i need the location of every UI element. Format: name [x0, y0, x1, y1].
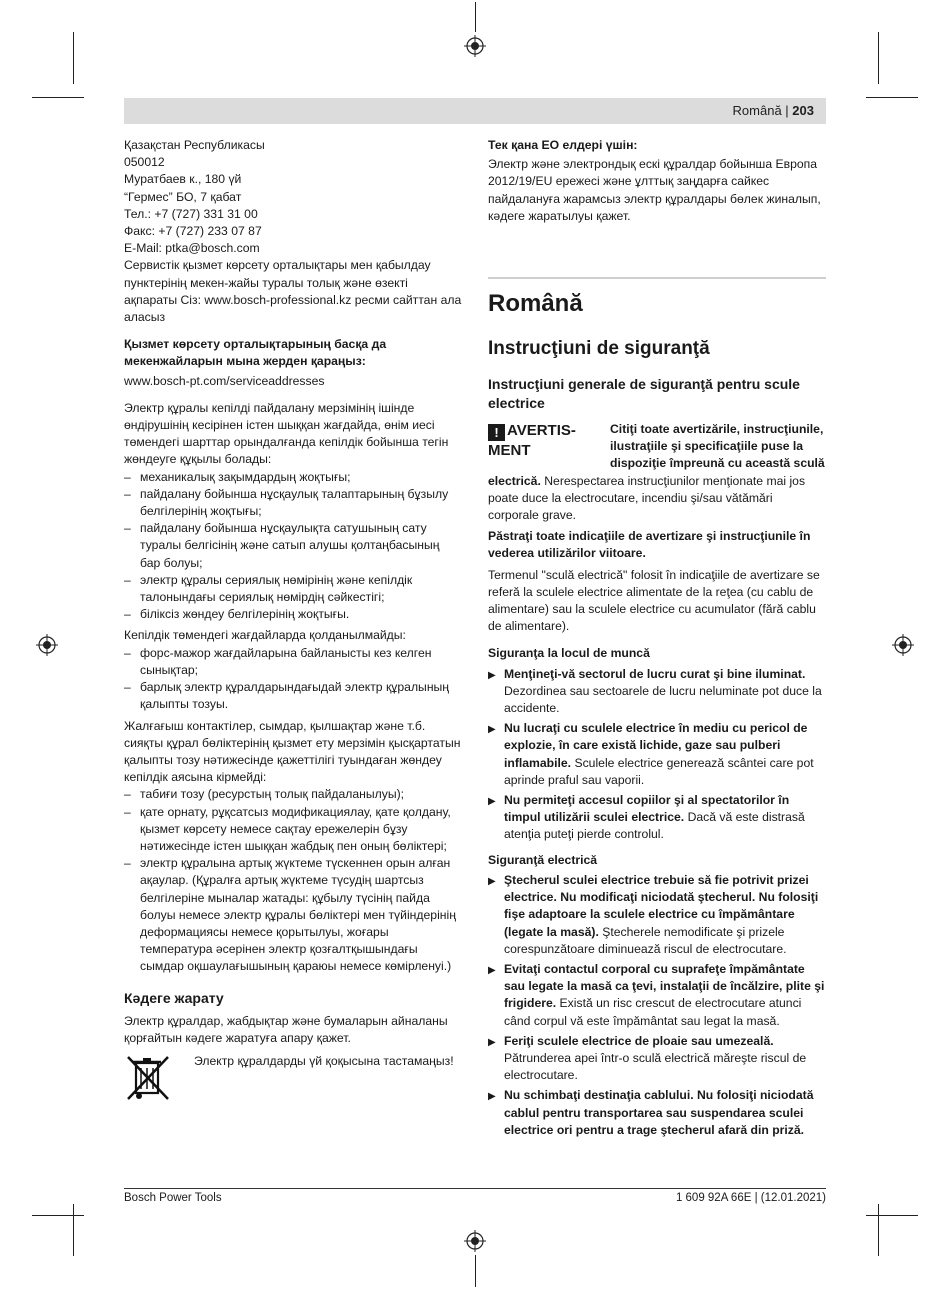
other-addresses-heading: Қызмет көрсету орталықтарының басқа да мекенжайларын мына жерден қараңыз:: [124, 337, 387, 369]
page-header: [124, 98, 826, 124]
list-item: – электр құралы сериялық нөмірінің және кепілдік талонындағы сериялық нөмірдің сәйкестігі;: [124, 572, 462, 606]
wear-list: [124, 786, 462, 975]
list-item: – барлық электр құралдарындағыдай электр құралының қалыпты тозуы.: [124, 679, 462, 713]
disposal-heading: Кәдеге жарату: [124, 989, 224, 1006]
warranty-intro: Электр құралы кепілді пайдалану мерзімінің ішінде өндірушінің кесірінен істен шыққан жағдайда, өнім иесі төмендегі шарттар орындалғанда кепілдік бойынша тегін жөндеуге құқылы болады:: [124, 400, 449, 467]
arrow-icon: ▶: [488, 1036, 496, 1048]
arrow-icon: ▶: [488, 796, 496, 808]
disposal-notice: [124, 1053, 462, 1103]
list-item: ▶ Nu schimbaţi destinaţia cablului. Nu folosiţi niciodată cablul pentru transportarea sau suspendarea sculei electrice ori pentru a trage ştecherul afară din priză.: [488, 1088, 814, 1137]
list-item: – табиғи тозу (ресурстың толық пайдаланылуы);: [124, 786, 462, 803]
crossed-out-wheelie-bin-icon: [124, 1053, 172, 1103]
warning-bold: Citiţi toate avertizările, instrucţiunile, ilustraţiile şi specificaţiile puse la dispoziţie împreună cu această sculă electrică.: [488, 422, 825, 488]
footer-brand: Bosch Power Tools: [124, 1192, 222, 1204]
arrow-icon: ▶: [488, 669, 496, 681]
arrow-icon: ▶: [488, 964, 496, 976]
safety-title: Instrucţiuni de siguranţă: [488, 338, 710, 360]
warning-label-line: MENT: [488, 442, 531, 460]
page-number: 203: [792, 103, 814, 118]
header-language: Română: [732, 103, 782, 118]
workplace-heading: Siguranţa la locul de muncă: [488, 646, 650, 661]
warning-label-line: AVERTIS-: [507, 422, 576, 440]
crop-mark: [32, 97, 84, 98]
crop-mark: [73, 1204, 74, 1256]
other-addresses-url: www.bosch-pt.com/serviceaddresses: [124, 373, 325, 388]
keep-instructions: Păstraţi toate indicaţiile de avertizare şi instrucţiunile în vederea utilizărilor viitoare.: [488, 529, 811, 561]
term-text: Termenul "sculă electrică" folosit în indicaţiile de avertizare se referă la sculele electrice alimentate de la reţea (cu cablu de alimentare) sau la sculele electrice cu acumulator (fără cablu de alimentare).: [488, 567, 820, 634]
arrow-icon: ▶: [488, 1091, 496, 1103]
address-line: 050012: [124, 155, 165, 170]
list-item: – форс-мажор жағдайларына байланысты кез келген сынықтар;: [124, 645, 462, 679]
warning-triangle-icon: !: [488, 424, 505, 441]
eu-heading: Тек қана ЕО елдері үшін:: [488, 138, 638, 152]
list-item: ▶ Menţineţi-vă sectorul de lucru curat şi bine iluminat. Dezordinea sau sectoarele de lucru neluminate pot duce la accidente.: [488, 666, 822, 716]
list-item: – пайдалану бойынша нұсқаулық талаптарының бұзылу белгілерінің жоқтығы;: [124, 486, 462, 520]
crop-mark: [32, 1215, 84, 1216]
list-item: – пайдалану бойынша нұсқаулықта сатушының сату туралы белгісінің және сатып алушы қолтаңбасының бар болуы;: [124, 520, 462, 572]
wear-intro: Жалғағыш контактілер, сымдар, қылшақтар және т.б. сияқты құрал бөліктерінің қызмет ету мерзімін қысқартатын қалыпты тозу нәтижесінде қажеттілігі туындаған жөндеу кепілдік аясына кірмейді:: [124, 718, 461, 785]
warning-label: [488, 421, 610, 460]
list-item: ▶ Nu lucraţi cu sculele electrice în mediu cu pericol de explozie, în care există lichide, gaze sau pulberi inflamabile. Sculele electrice generează scântei care pot aprinde praful sau vaporii.: [488, 721, 814, 787]
crop-mark: [475, 1255, 476, 1287]
list-item: – біліксіз жөндеу белгілерінің жоқтығы.: [124, 606, 462, 623]
header-text: Română | 203: [732, 103, 814, 118]
list-item: – электр құралына артық жүктеме түскеннен орын алған ақаулар. (Құралға артық жүктеме түсудің шартсыз белгілеріне мыналар жатады: құбылу түсінің пайда болуы немесе электр құралы бөліктері мен түйіндерінің деформациясы немесе қорытылуы, жоғары температура әсерінен электр қозғалтқышындағы сымдар оқшаулағышының қараюы немесе көмірленуі.): [124, 855, 462, 975]
list-item: ▶ Feriţi sculele electrice de ploaie sau umezeală. Pătrunderea apei într-o sculă electrică măreşte riscul de electrocutare.: [488, 1033, 807, 1083]
footer-rule: [124, 1188, 826, 1189]
crop-mark: [475, 2, 476, 32]
crop-mark: [866, 1215, 918, 1216]
warranty-conditions-list: [124, 469, 462, 624]
list-item: ▶ Nu permiteţi accesul copiilor şi al spectatorilor în timpul utilizării sculei electrice. Dacă vă este distrasă atenţia puteţi pierde controlul.: [488, 793, 805, 842]
electric-list: [488, 872, 826, 1139]
registration-mark-icon: [464, 35, 486, 57]
list-item: – механикалық зақымдардың жоқтығы;: [124, 469, 462, 486]
crop-mark: [73, 32, 74, 84]
service-info: Сервистік қызмет көрсету орталықтары мен қабылдау пунктерінің мекен-жайы туралы толық және өзекті ақпараты Сіз: www.bosch-professional.kz ресми сайттан ала аласыз: [124, 258, 462, 325]
list-item: ▶ Evitaţi contactul corporal cu suprafeţe împământate sau legate la masă ca ţevi, instalaţii de încălzire, plite şi frigidere. Există un risc crescut de electrocutare atunci când corpul vă este împământat sau legat la masă.: [488, 961, 825, 1028]
address-line: “Гермес” БО, 7 қабат: [124, 189, 242, 204]
right-column: [488, 137, 826, 1143]
arrow-icon: ▶: [488, 724, 496, 736]
eu-text: Электр және электрондық ескі құралдар бойынша Европа 2012/19/EU ережесі және ұлттық заңдарға сайкес пайдалануға жарамсыз электр құралдары бөлек жиналып, кәдеге жаратылуы қажет.: [488, 157, 821, 223]
address-line: Муратбаев к., 180 үй: [124, 172, 242, 187]
warning-block: [488, 421, 826, 524]
registration-mark-icon: [892, 634, 914, 656]
address-line: Факс: +7 (727) 233 07 87: [124, 224, 262, 239]
not-applied-list: [124, 645, 462, 714]
left-column: [124, 137, 462, 1103]
list-item: ▶ Ştecherul sculei electrice trebuie să fie potrivit prizei electrice. Nu modificaţi niciodată ştecherul. Nu folosiţi fişe adaptoare la sculele electrice cu împământare (legate la masă). Ştecherele nemodificate şi prizele corespunzătoare diminuează riscul de electrocutare.: [488, 872, 819, 956]
warning-rest: Nerespectarea instrucţiunilor menţionate mai jos poate duce la electrocutare, incendiu şi/sau vătămări corporale grave.: [488, 473, 806, 523]
disposal-note: Электр құралдарды үй қоқысына тастамаңыз!: [194, 1054, 454, 1069]
arrow-icon: ▶: [488, 875, 496, 887]
address-line: E-Mail: ptka@bosch.com: [124, 241, 260, 256]
disposal-text: Электр құралдар, жабдықтар және бумаларын айналаны қорғайтын кәдеге жаратуға апару қажет.: [124, 1013, 448, 1045]
address-line: Тел.: +7 (727) 331 31 00: [124, 206, 258, 221]
general-safety-title: Instrucţiuni generale de siguranţă pentru scule electrice: [488, 376, 800, 412]
list-item: – қате орнату, рұқсатсыз модификациялау, қате қолдану, қызмет көрсету немесе сақтау ережелерін бұзу нәтижесінде істен шыққан жабдық пен оның бөліктері;: [124, 804, 462, 856]
address-line: Қазақстан Республикасы: [124, 138, 265, 152]
footer-doc-id: 1 609 92A 66E | (12.01.2021): [675, 1192, 826, 1204]
section-divider: [488, 277, 826, 279]
crop-mark: [878, 1204, 879, 1256]
language-title: Română: [488, 290, 583, 318]
crop-mark: [878, 32, 879, 84]
registration-mark-icon: [464, 1230, 486, 1252]
registration-mark-icon: [36, 634, 58, 656]
electric-heading: Siguranţă electrică: [488, 852, 598, 867]
workplace-list: [488, 666, 826, 844]
not-applied-intro: Кепілдік төмендегі жағдайларда қолданылмайды:: [124, 628, 406, 643]
crop-mark: [866, 97, 918, 98]
address-block: [124, 137, 462, 257]
